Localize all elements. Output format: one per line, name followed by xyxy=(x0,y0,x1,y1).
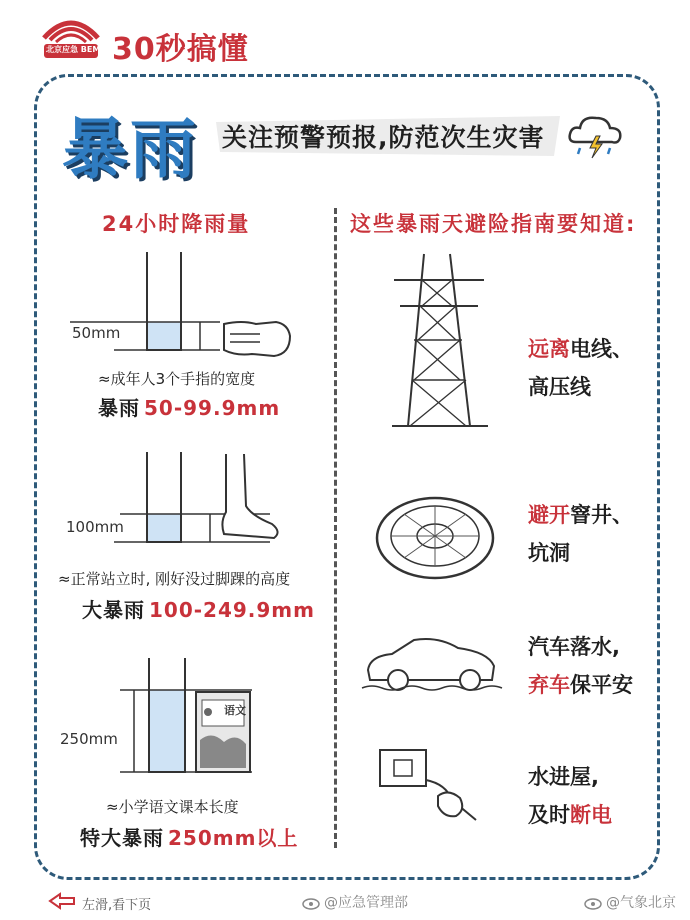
arrow-left-icon xyxy=(48,892,76,910)
weibo-icon xyxy=(302,894,322,910)
power-tower-icon xyxy=(384,250,494,430)
foot-ankle-icon xyxy=(200,454,282,544)
level-title-3 xyxy=(80,822,298,851)
storm-cloud-icon xyxy=(566,112,624,160)
level-range-1: 50-99.9mm xyxy=(144,396,281,420)
tip-3-line1: 汽车落水, xyxy=(528,635,620,659)
level-range-2: 100-249.9mm xyxy=(149,598,315,622)
textbook-label: 语文 xyxy=(224,704,246,717)
tip-4-line2-highlight: 断电 xyxy=(570,803,612,827)
hand-fingers-icon xyxy=(222,314,294,364)
level-title-2 xyxy=(82,594,315,623)
guide-heading: 这些暴雨天避险指南要知道: xyxy=(350,212,637,236)
weibo-icon xyxy=(584,894,604,910)
level-title-1 xyxy=(98,392,280,421)
car-in-water-icon xyxy=(362,626,502,698)
tip-4-line2a: 及时 xyxy=(528,803,570,827)
level-range-3: 250mm以上 xyxy=(168,826,299,850)
logo-text: 北京应急 BEM xyxy=(46,45,101,54)
level-desc-2: ≈正常站立时, 刚好没过脚踝的高度 xyxy=(58,570,291,588)
hero-title: 暴雨 xyxy=(62,110,198,188)
tip-1-highlight: 远离 xyxy=(528,337,570,361)
measure-label-250mm: 250mm xyxy=(60,730,118,748)
measure-label-100mm: 100mm xyxy=(66,518,124,536)
level-desc-1: ≈成年人3个手指的宽度 xyxy=(98,370,256,388)
tip-2-line1: 窨井、 xyxy=(570,503,633,527)
weibo-handle-2: @气象北京 xyxy=(606,895,676,911)
rainfall-heading: 24小时降雨量 xyxy=(102,212,251,236)
swipe-next-label: 左滑,看下页 xyxy=(82,898,152,913)
manhole-icon xyxy=(370,476,500,586)
column-divider xyxy=(334,208,337,848)
level-name-2: 大暴雨 xyxy=(82,598,145,622)
tip-2 xyxy=(528,496,633,572)
tip-1 xyxy=(528,330,633,406)
tip-4 xyxy=(528,758,612,834)
level-name-3: 特大暴雨 xyxy=(80,826,164,850)
hero-subtitle: 关注预警预报,防范次生灾害 xyxy=(222,123,545,152)
power-switch-icon xyxy=(376,740,496,830)
tip-2-highlight: 避开 xyxy=(528,503,570,527)
tip-1-line2: 高压线 xyxy=(528,375,591,399)
tip-2-line2: 坑洞 xyxy=(528,541,570,565)
tip-3-line2-highlight: 弃车 xyxy=(528,673,570,697)
level-name-1: 暴雨 xyxy=(98,396,140,420)
tip-1-line1: 电线、 xyxy=(570,337,633,361)
level-desc-3: ≈小学语文课本长度 xyxy=(106,798,239,816)
measure-label-50mm: 50mm xyxy=(72,324,121,342)
tip-3 xyxy=(528,628,633,704)
page-title: 30秒搞懂 xyxy=(112,32,249,67)
tip-4-line1: 水进屋, xyxy=(528,765,599,789)
tip-3-line2: 保平安 xyxy=(570,673,633,697)
weibo-handle-1: @应急管理部 xyxy=(324,895,408,911)
